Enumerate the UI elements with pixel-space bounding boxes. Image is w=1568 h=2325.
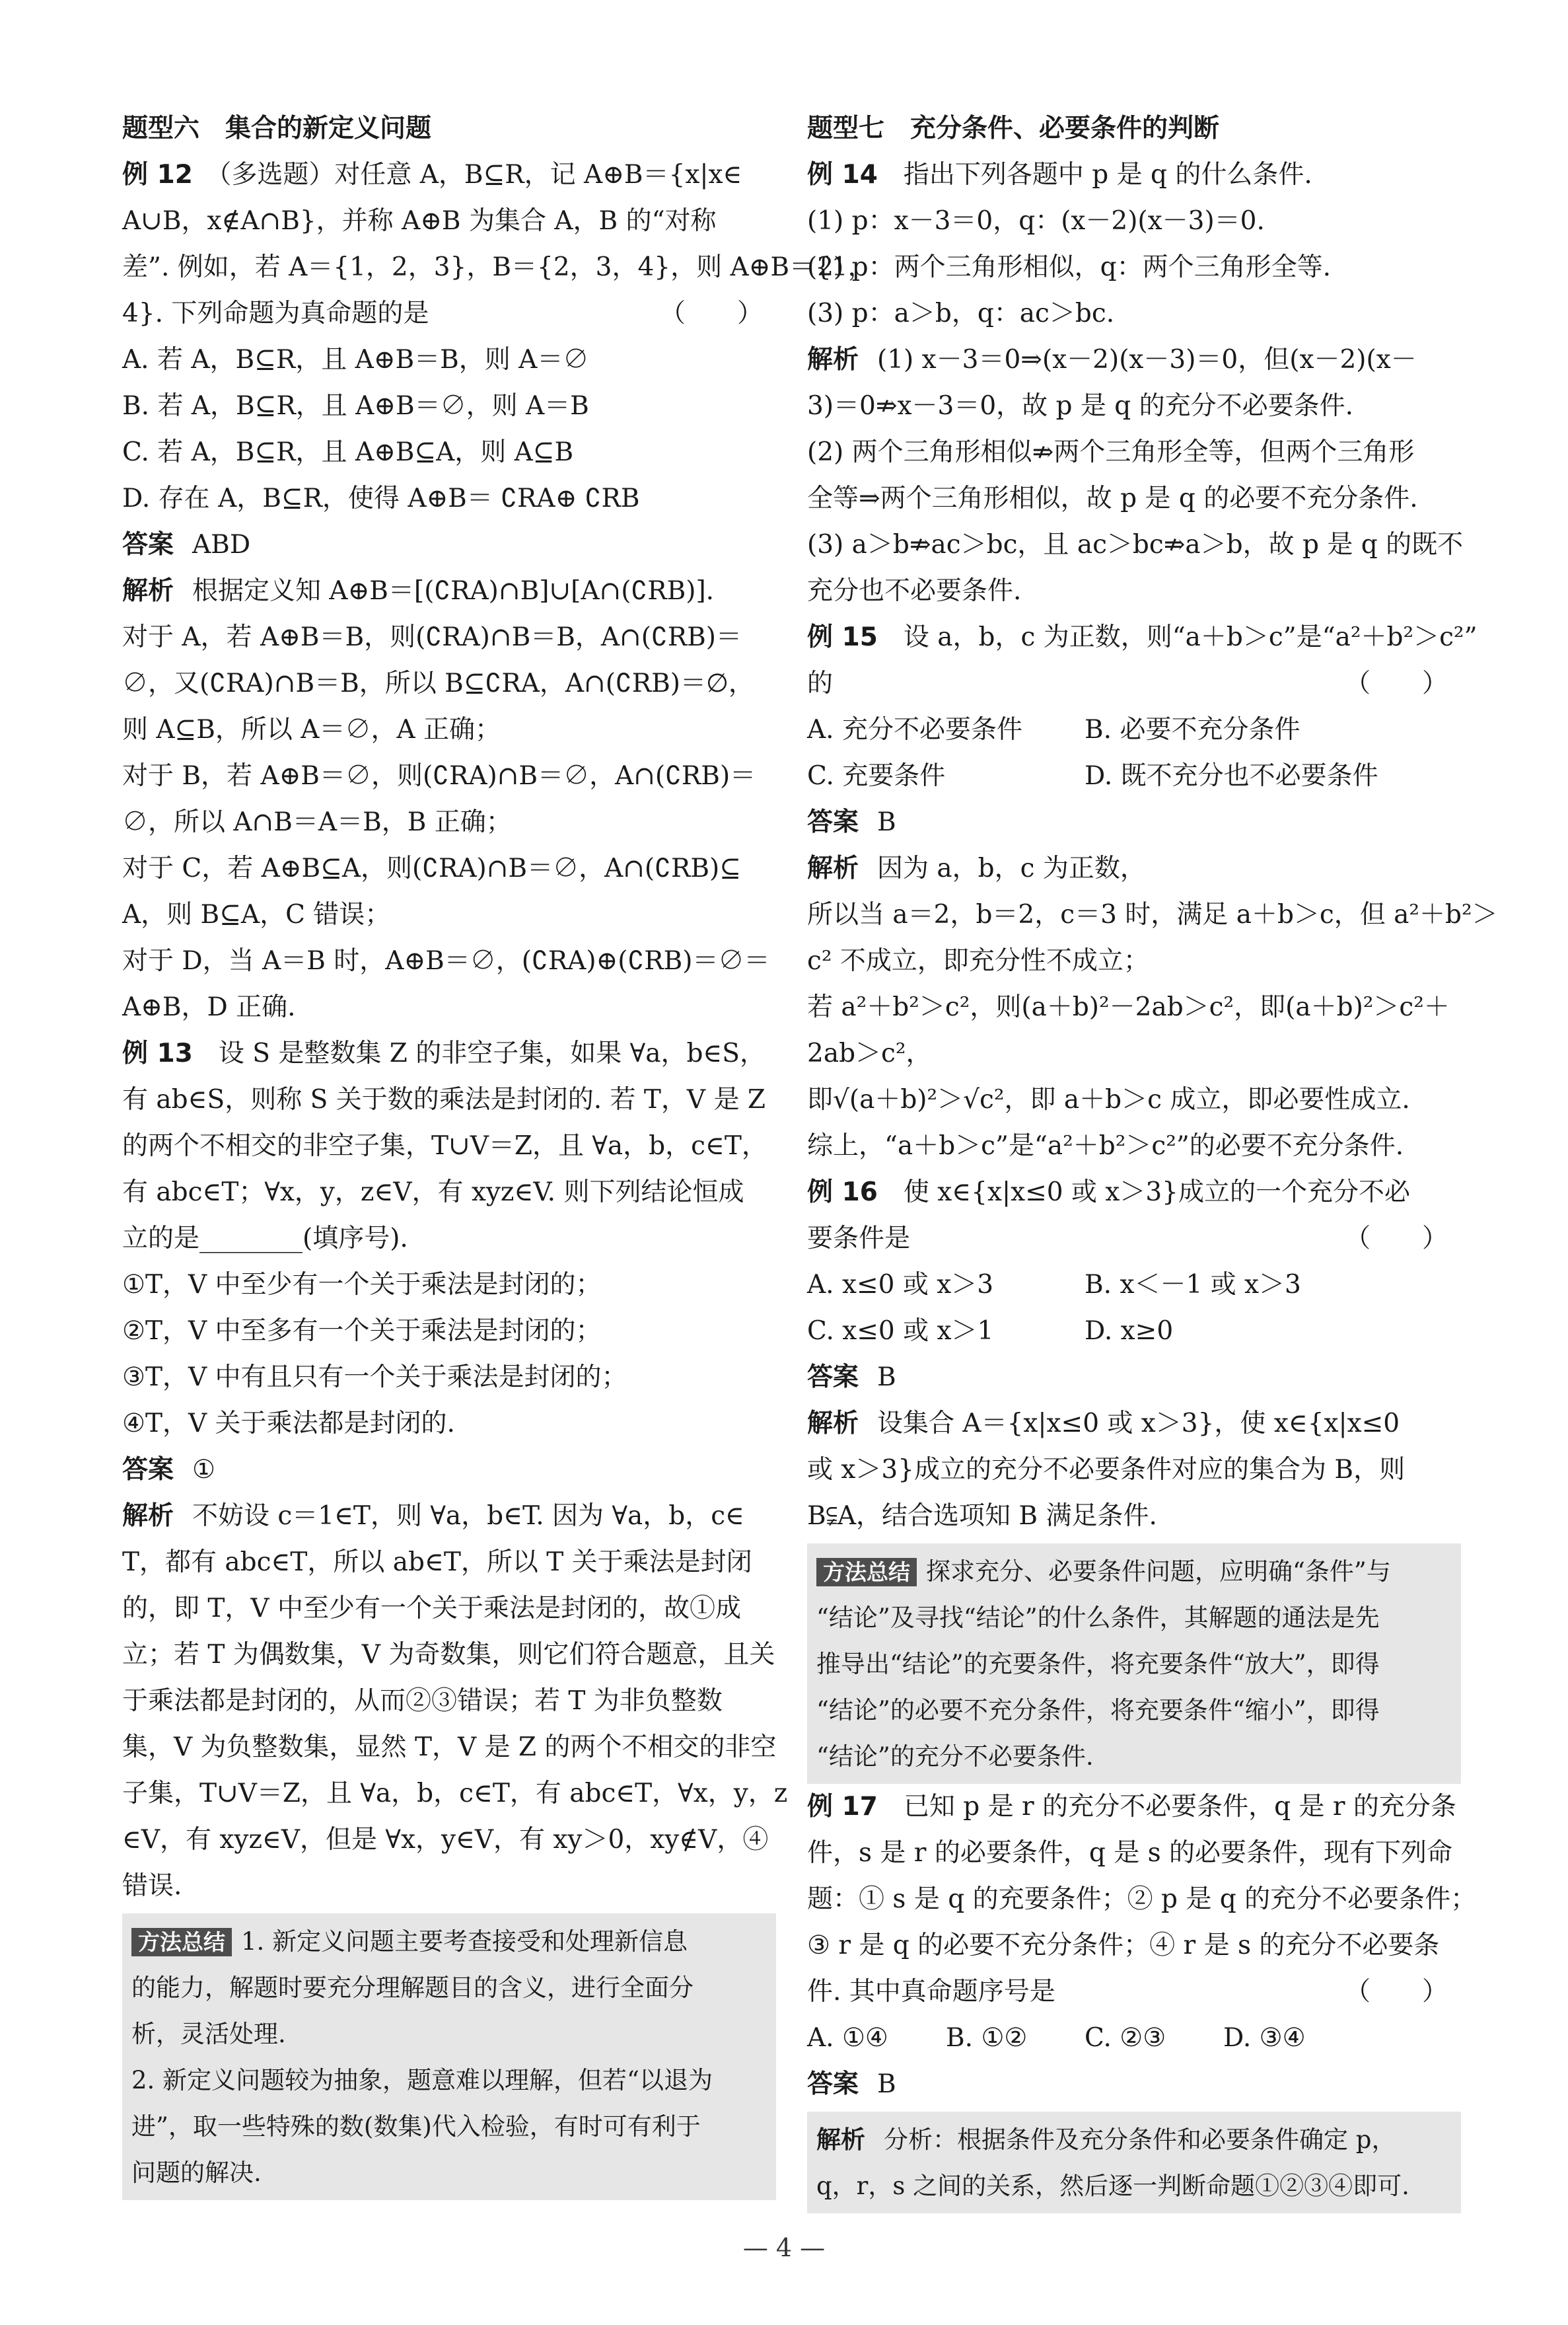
option-b: B. x＜－1 或 x＞3 — [1085, 1270, 1301, 1300]
example-13-answer: 答案 ① — [122, 1455, 215, 1485]
statement-2: ②T，V 中至多有一个关于乘法是封闭的； — [122, 1316, 602, 1346]
example-12-analysis-line: 对于 B，若 A⊕B＝∅，则(∁RA)∩B＝∅，A∩(∁RB)＝ — [122, 761, 756, 791]
example-12-analysis-line: ∅，又(∁RA)∩B＝B，所以 B⊆∁RA，A∩(∁RB)＝∅， — [122, 669, 754, 698]
example-12-analysis-line: 对于 A，若 A⊕B＝B，则(∁RA)∩B＝B，A∩(∁RB)＝ — [122, 622, 742, 652]
example-14-analysis-line: 3)＝0⇏x－3＝0，故 p 是 q 的充分不必要条件. — [807, 391, 1354, 421]
example-16-analysis-line: 解析 设集合 A＝{x|x≤0 或 x＞3}，使 x∈{x|x≤0 — [807, 1409, 1400, 1438]
method-summary-tag: 方法总结 — [816, 1558, 917, 1586]
example-12-analysis-line: A⊕B，D 正确. — [122, 992, 296, 1022]
option-b: B. 必要不充分条件 — [1085, 715, 1301, 745]
option-c: C. ②③ — [1085, 2023, 1166, 2053]
example-15-answer: 答案 B — [807, 807, 896, 837]
example-17-line: 件. 其中真命题序号是 （ ） — [807, 1969, 1461, 2015]
example-16-line-1: 例 16 使 x∈{x|x≤0 或 x＞3}成立的一个充分不必 — [807, 1177, 1410, 1207]
option-a: A. 充分不必要条件 — [807, 715, 1022, 745]
example-16-label: 例 16 — [807, 1177, 878, 1207]
answer-blank: （ ） — [1344, 669, 1448, 698]
method-summary-box: 方法总结 探求充分、必要条件问题，应明确“条件”与 “结论”及寻找“结论”的什么条件，其解题的通法是先 推导出“结论”的充要条件，将充要条件“放大”，即得 “结论”的必要不充分条件，将充要条件“缩小”，即得 “结论”的充分不必要条件. — [807, 1543, 1461, 1784]
section-title-6: 题型六 集合的新定义问题 — [122, 114, 432, 143]
example-14-analysis-line: 解析 (1) x－3＝0⇒(x－2)(x－3)＝0，但(x－2)(x－ — [807, 345, 1417, 375]
example-14-analysis-line: 充分也不必要条件. — [807, 576, 1022, 606]
method-summary-tag: 方法总结 — [131, 1928, 232, 1956]
example-12-analysis-line: A，则 B⊆A，C 错误； — [122, 900, 391, 930]
example-15-options-row — [807, 707, 1461, 753]
example-14-line-1: 例 14 指出下列各题中 p 是 q 的什么条件. — [807, 160, 1312, 190]
example-12-line-4: 4}. 下列命题为真命题的是 （ ） — [122, 291, 776, 337]
option-a: A. ①④ — [807, 2023, 888, 2053]
analysis-box: 解析 分析：根据条件及充分条件和必要条件确定 p， q，r，s 之间的关系，然后逐一判断命题①②③④即可. — [807, 2112, 1461, 2213]
example-13-line: 的两个不相交的非空子集，T∪V＝Z，且 ∀a，b，c∈T， — [122, 1131, 767, 1161]
example-12-line-2: A∪B，x∉A∩B}，并称 A⊕B 为集合 A，B 的“对称 — [122, 206, 717, 236]
example-14-analysis-line: (2) 两个三角形相似⇏两个三角形全等，但两个三角形 — [807, 437, 1415, 467]
example-16-line-2: 要条件是 （ ） — [807, 1216, 1461, 1262]
method-summary-box: 方法总结 1. 新定义问题主要考查接受和处理新信息 的能力，解题时要充分理解题目的含义，进行全面分 析，灵活处理. 2. 新定义问题较为抽象，题意难以理解，但若“以退为 进”，取一些特殊的数(数集)代入检验，有时可有利于 问题的解决. — [122, 1913, 776, 2200]
example-16-answer: 答案 B — [807, 1362, 896, 1392]
example-12-line-1: 例 12 （多选题）对任意 A，B⊆R，记 A⊕B＝{x|x∈ — [122, 160, 742, 190]
option-d: D. 存在 A，B⊆R，使得 A⊕B＝ ∁RA⊕ ∁RB — [122, 484, 640, 513]
example-12-analysis-line: 则 A⊆B，所以 A＝∅，A 正确； — [122, 715, 501, 745]
example-14-line: (2) p：两个三角形相似，q：两个三角形全等. — [807, 252, 1331, 282]
page-number: — 4 — — [742, 2233, 826, 2262]
example-13-label: 例 13 — [122, 1039, 193, 1068]
right-column — [807, 106, 1498, 2213]
example-15-analysis-line: 所以当 a＝2，b＝2，c＝3 时，满足 a＋b＞c，但 a²＋b²＞ — [807, 900, 1498, 930]
example-17-label: 例 17 — [807, 1792, 878, 1822]
example-13-analysis-line: 子集，T∪V＝Z，且 ∀a，b，c∈T，有 abc∈T，∀x，y，z — [122, 1779, 788, 1808]
example-16-options-row — [807, 1308, 1461, 1354]
statement-3: ③T，V 中有且只有一个关于乘法是封闭的； — [122, 1362, 627, 1392]
example-13-analysis-line: 错误. — [122, 1871, 182, 1901]
example-15-line-2: 的 （ ） — [807, 661, 1461, 707]
example-14-analysis-line: 全等⇒两个三角形相似，故 p 是 q 的必要不充分条件. — [807, 484, 1418, 513]
example-16-analysis-line: 或 x＞3}成立的充分不必要条件对应的集合为 B，则 — [807, 1455, 1406, 1485]
example-13-line-1: 例 13 设 S 是整数集 Z 的非空子集，如果 ∀a，b∈S， — [122, 1039, 766, 1068]
option-c: C. x≤0 或 x＞1 — [807, 1316, 994, 1346]
example-12-analysis-line: ∅，所以 A∩B＝A＝B，B 正确； — [122, 807, 512, 837]
example-12-line-3: 差”. 例如，若 A＝{1，2，3}，B＝{2，3，4}，则 A⊕B＝{1， — [122, 252, 874, 282]
example-16-analysis-line: B⫋A，结合选项知 B 满足条件. — [807, 1501, 1157, 1531]
example-13-analysis-line: 于乘法都是封闭的，从而②③错误；若 T 为非负整数 — [122, 1686, 723, 1716]
example-13-analysis-line: 集，V 为负整数集，显然 T，V 是 Z 的两个不相交的非空 — [122, 1732, 777, 1762]
example-13-line: 有 ab∈S，则称 S 关于数的乘法是封闭的. 若 T，V 是 Z — [122, 1085, 766, 1115]
statement-1: ①T，V 中至少有一个关于乘法是封闭的； — [122, 1270, 602, 1300]
section-title-7: 题型七 充分条件、必要条件的判断 — [807, 114, 1220, 143]
option-b: B. ①② — [946, 2023, 1028, 2053]
example-16-options-row — [807, 1262, 1461, 1308]
example-17-line: 题：① s 是 q 的充要条件；② p 是 q 的充分不必要条件； — [807, 1884, 1477, 1914]
example-12-answer: 答案 ABD — [122, 530, 251, 560]
option-c: C. 充要条件 — [807, 761, 946, 791]
answer-blank: （ ） — [659, 299, 763, 328]
example-17-answer: 答案 B — [807, 2069, 896, 2099]
example-12-analysis-line: 对于 D，当 A＝B 时，A⊕B＝∅，(∁RA)⊕(∁RB)＝∅＝ — [122, 946, 770, 976]
example-15-analysis-line: 综上，“a＋b＞c”是“a²＋b²＞c²”的必要不充分条件. — [807, 1131, 1404, 1161]
example-17-options-row — [807, 2015, 1461, 2061]
option-a: A. x≤0 或 x＞3 — [807, 1270, 994, 1300]
example-13-analysis-line: 解析 不妨设 c＝1∈T，则 ∀a，b∈T. 因为 ∀a，b，c∈ — [122, 1501, 744, 1531]
statement-4: ④T，V 关于乘法都是封闭的. — [122, 1409, 455, 1438]
answer-blank: （ ） — [1344, 1224, 1448, 1253]
example-15-analysis-line: 即√(a＋b)²＞√c²，即 a＋b＞c 成立，即必要性成立. — [807, 1085, 1410, 1115]
example-15-analysis-line: 2ab＞c²， — [807, 1039, 932, 1068]
example-13-line: 有 abc∈T；∀x，y，z∈V，有 xyz∈V. 则下列结论恒成 — [122, 1177, 744, 1207]
example-14-label: 例 14 — [807, 160, 878, 190]
example-14-line: (3) p：a＞b，q：ac＞bc. — [807, 299, 1115, 328]
option-c: C. 若 A，B⊆R，且 A⊕B⊆A，则 A⊆B — [122, 437, 574, 467]
example-12-analysis-line: 解析 根据定义知 A⊕B＝[(∁RA)∩B]∪[A∩(∁RB)]. — [122, 576, 715, 606]
example-17-line-1: 例 17 已知 p 是 r 的充分不必要条件，q 是 r 的充分条 — [807, 1792, 1456, 1822]
example-15-label: 例 15 — [807, 622, 878, 652]
example-17-line: ③ r 是 q 的必要不充分条件；④ r 是 s 的充分不必要条 — [807, 1931, 1440, 1960]
example-14-line: (1) p：x－3＝0，q：(x－2)(x－3)＝0. — [807, 206, 1265, 236]
example-15-line-1: 例 15 设 a，b，c 为正数，则“a＋b＞c”是“a²＋b²＞c²” — [807, 622, 1478, 652]
option-d: D. ③④ — [1223, 2023, 1306, 2053]
example-15-analysis-line: 若 a²＋b²＞c²，则(a＋b)²－2ab＞c²，即(a＋b)²＞c²＋ — [807, 992, 1450, 1022]
option-b: B. 若 A，B⊆R，且 A⊕B＝∅，则 A＝B — [122, 391, 589, 421]
answer-blank: （ ） — [1344, 1977, 1448, 2007]
example-13-analysis-line: 的，即 T，V 中至少有一个关于乘法是封闭的，故①成 — [122, 1594, 741, 1623]
example-15-analysis-line: c² 不成立，即充分性不成立； — [807, 946, 1149, 976]
example-17-line: 件，s 是 r 的必要条件，q 是 s 的必要条件，现有下列命 — [807, 1838, 1453, 1868]
example-13-analysis-line: ∈V，有 xyz∈V，但是 ∀x，y∈V，有 xy＞0，xy∉V，④ — [122, 1825, 769, 1855]
option-a: A. 若 A，B⊆R，且 A⊕B＝B，则 A＝∅ — [122, 345, 589, 375]
option-d: D. x≥0 — [1085, 1316, 1174, 1346]
example-14-analysis-line: (3) a＞b⇏ac＞bc，且 ac＞bc⇏a＞b，故 p 是 q 的既不 — [807, 530, 1464, 560]
example-12-label: 例 12 — [122, 160, 193, 190]
option-d: D. 既不充分也不必要条件 — [1085, 761, 1378, 791]
example-15-options-row — [807, 753, 1461, 799]
example-13-line: 立的是________(填序号). — [122, 1224, 408, 1253]
example-13-analysis-line: T，都有 abc∈T，所以 ab∈T，所以 T 关于乘法是封闭 — [122, 1547, 752, 1577]
example-13-analysis-line: 立；若 T 为偶数集，V 为奇数集，则它们符合题意，且关 — [122, 1640, 775, 1670]
example-15-analysis-line: 解析 因为 a，b，c 为正数， — [807, 854, 1146, 883]
example-12-analysis-line: 对于 C，若 A⊕B⊆A，则(∁RA)∩B＝∅，A∩(∁RB)⊆ — [122, 854, 741, 883]
